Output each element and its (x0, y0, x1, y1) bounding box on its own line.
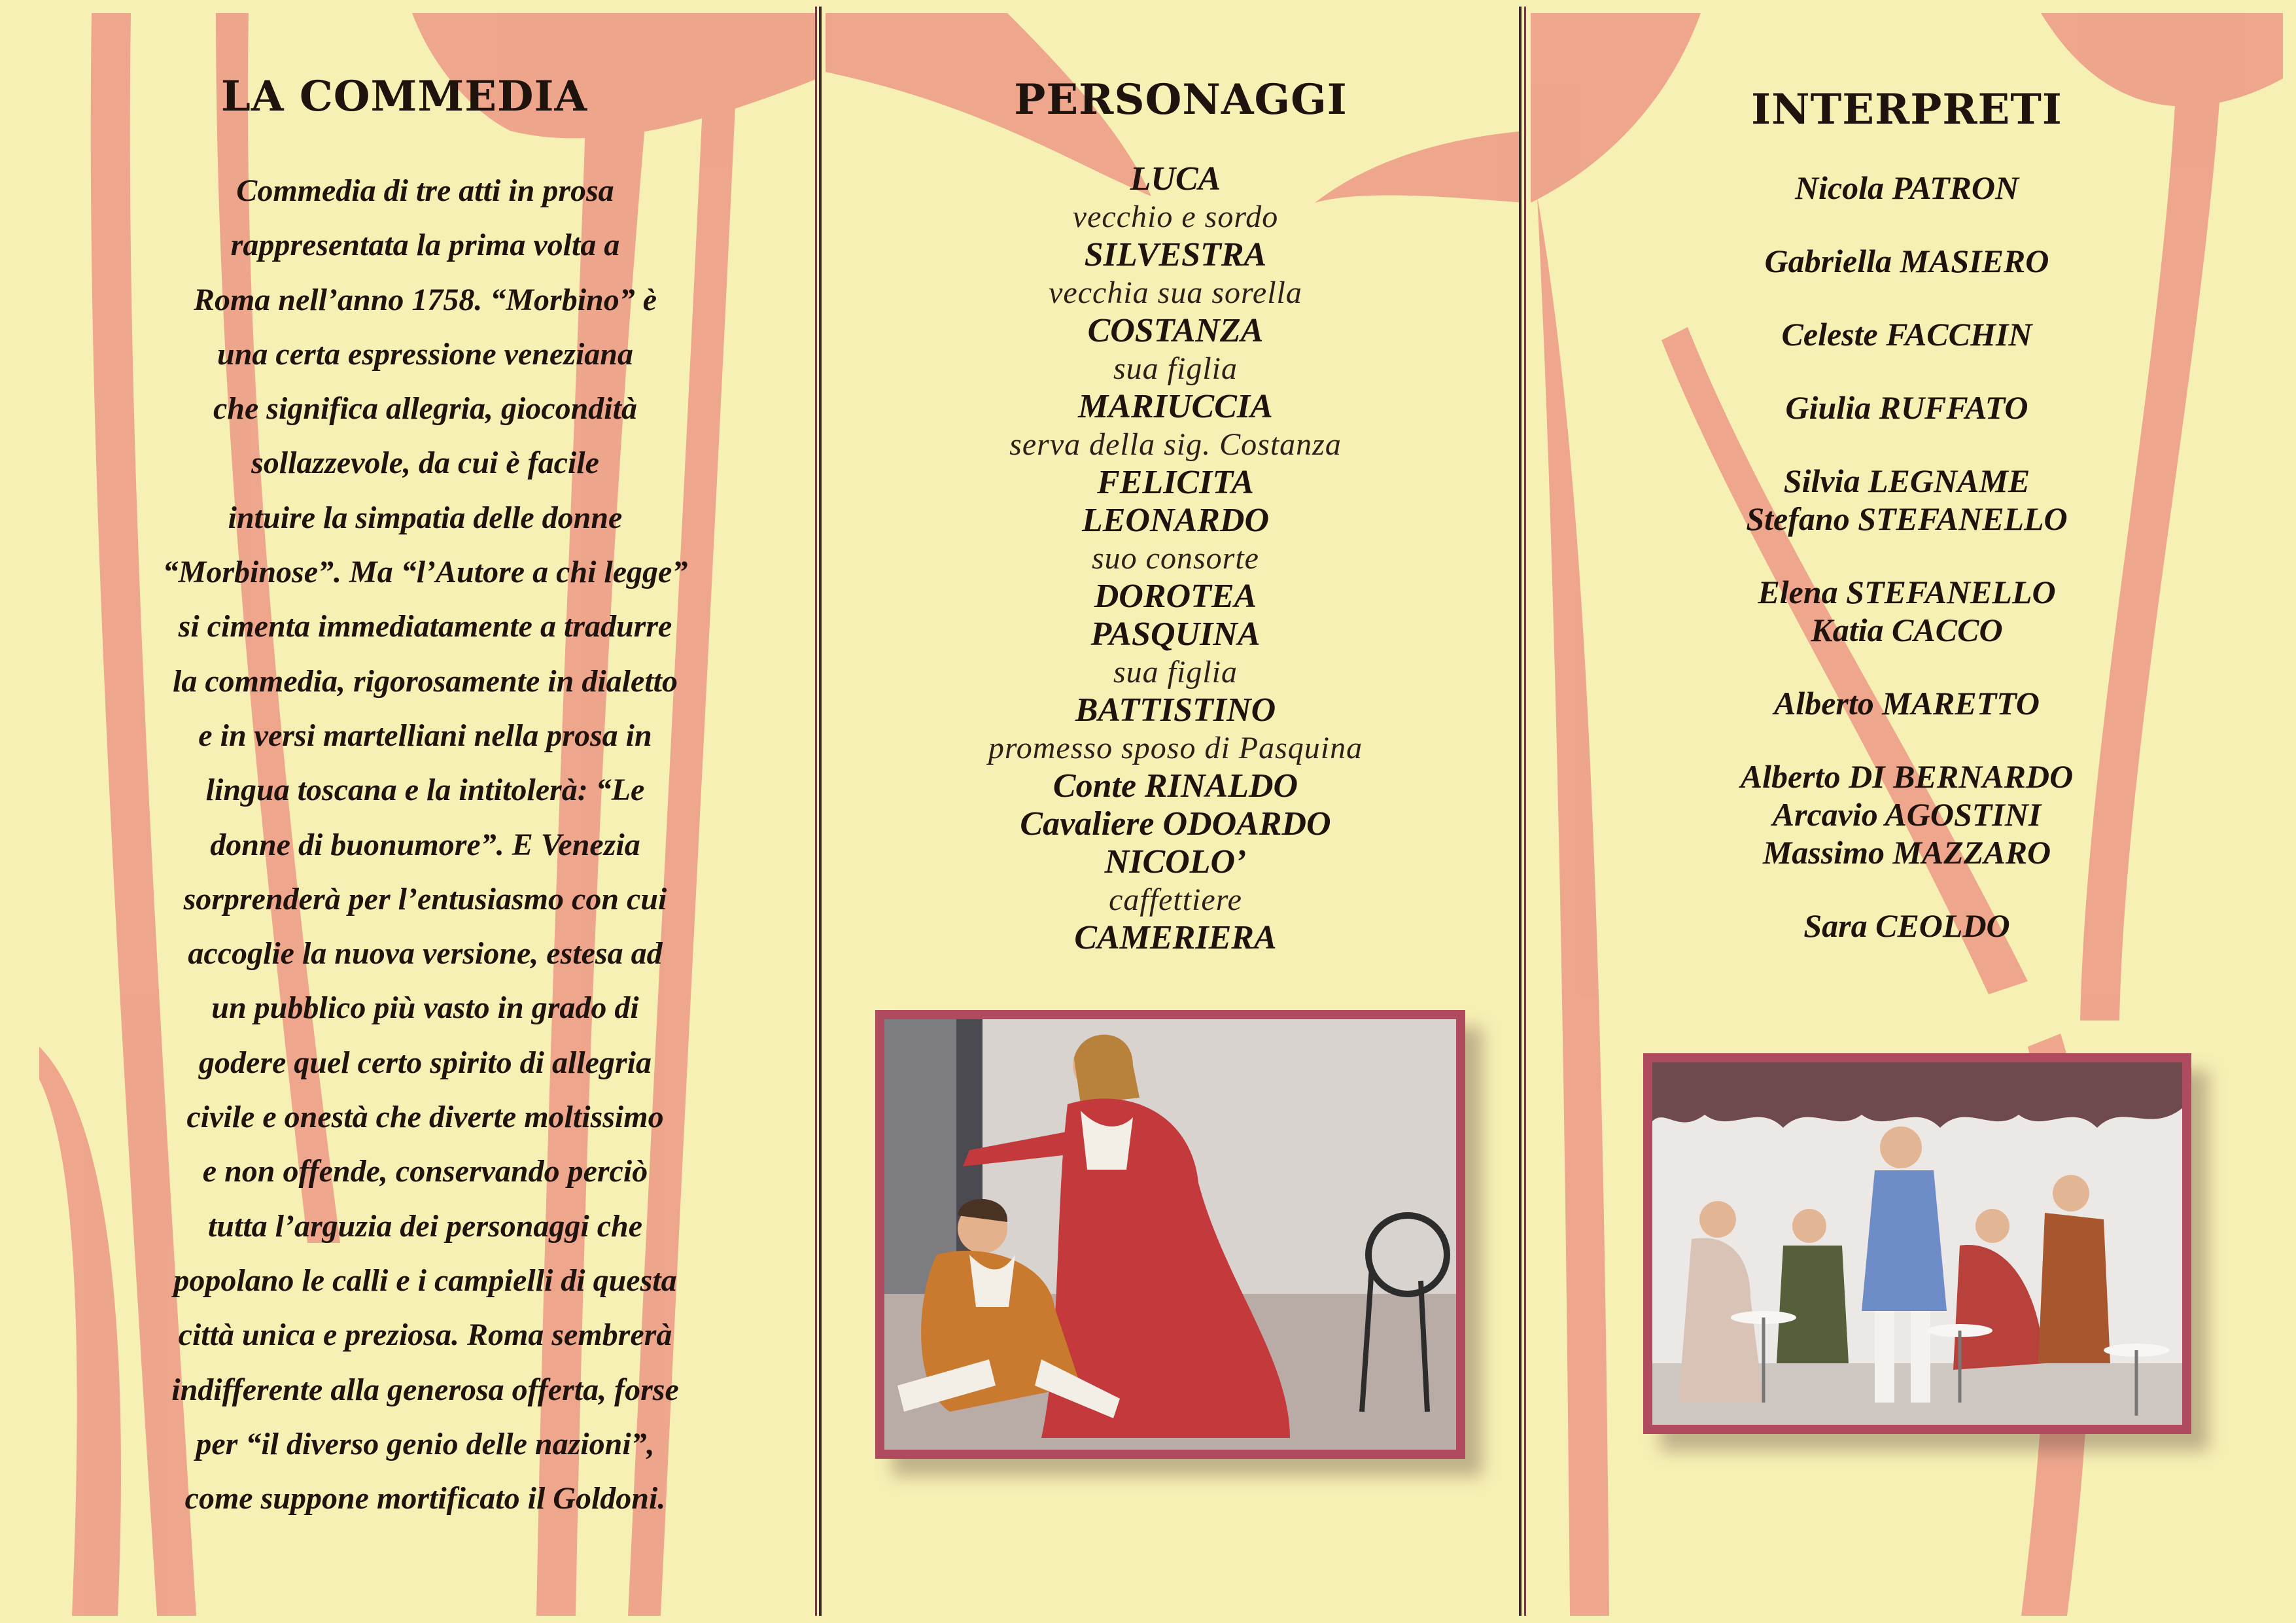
stage-photo-left (875, 1010, 1465, 1459)
actor-name: Celeste FACCHIN (1781, 316, 2032, 353)
commedia-line: e in versi martelliani nella prosa in (198, 718, 652, 753)
actor-name: Giulia RUFFATO (1785, 389, 2028, 426)
character-description: vecchio e sordo (1072, 200, 1279, 234)
commedia-line: che significa allegria, giocondità (213, 391, 637, 427)
actor-group (1531, 169, 2283, 207)
actor-group (1531, 315, 2283, 353)
actor-name: Arcavio AGOSTINI (1772, 796, 2042, 833)
commedia-line: donne di buonumore”. E Venezia (210, 827, 640, 862)
character-name: NICOLO’ (1104, 843, 1247, 881)
character-list (826, 160, 1525, 957)
actor-group (1531, 242, 2283, 280)
character-description: promesso sposo di Pasquina (988, 731, 1363, 765)
actor-name: Stefano STEFANELLO (1746, 500, 2068, 537)
character-description: sua figlia (1113, 655, 1238, 689)
character-name: PASQUINA (1090, 616, 1261, 653)
actor-name: Massimo MAZZARO (1762, 834, 2051, 871)
character-name: COSTANZA (1087, 312, 1264, 349)
commedia-title: LA COMMEDIA (220, 72, 588, 121)
character-name: BATTISTINO (1075, 691, 1276, 729)
actor-name: Alberto MARETTO (1773, 685, 2040, 722)
actor-list (1531, 169, 2283, 980)
commedia-line: popolano le calli e i campielli di questa (173, 1263, 677, 1298)
commedia-line: intuire la simpatia delle donne (228, 500, 623, 535)
character-name: CAMERIERA (1074, 919, 1277, 956)
actor-name: Gabriella MASIERO (1764, 243, 2049, 279)
character-description: sua figlia (1113, 351, 1238, 386)
actor-group (1531, 573, 2283, 649)
character-description: caffettiere (1109, 882, 1242, 917)
commedia-line: civile e onestà che diverte moltissimo (186, 1100, 664, 1135)
commedia-line: una certa espressione veneziana (217, 336, 633, 372)
actor-name: Sara CEOLDO (1803, 907, 2010, 944)
commedia-line: rappresentata la prima volta a (230, 228, 620, 263)
interpreti-title: INTERPRETI (1751, 85, 2062, 134)
actor-group (1531, 462, 2283, 538)
character-name: FELICITA (1097, 464, 1254, 501)
character-name: Cavaliere ODOARDO (1020, 805, 1331, 843)
character-name: DOROTEA (1094, 578, 1257, 615)
commedia-line: lingua toscana e la intitolerà: “Le (205, 773, 645, 808)
commedia-line: Commedia di tre atti in prosa (236, 173, 614, 208)
panel-interpreti (1531, 0, 2283, 1623)
commedia-line: per “il diverso genio delle nazioni”, (196, 1426, 655, 1461)
character-name: SILVESTRA (1084, 236, 1267, 273)
commedia-line: si cimenta immediatamente a tradurre (178, 609, 672, 644)
commedia-line: come suppone mortificato il Goldoni. (184, 1481, 666, 1516)
commedia-line: tutta l’arguzia dei personaggi che (207, 1208, 643, 1244)
actor-name: Katia CACCO (1811, 612, 2003, 648)
personaggi-title: PERSONAGGI (1014, 75, 1348, 124)
commedia-line: e non offende, conservando perciò (202, 1154, 648, 1189)
commedia-line: un pubblico più vasto in grado di (211, 990, 639, 1026)
panel-commedia (26, 0, 824, 1623)
commedia-line: sollazzevole, da cui è facile (251, 445, 599, 481)
actor-name: Elena STEFANELLO (1758, 574, 2056, 610)
commedia-line: città unica e preziosa. Roma sembrerà (178, 1318, 672, 1353)
panel-personaggi (826, 0, 1525, 1623)
character-description: suo consorte (1092, 541, 1259, 576)
character-description: vecchia sua sorella (1049, 275, 1302, 310)
commedia-line: Roma nell’anno 1758. “Morbino” è (193, 282, 657, 317)
character-name: Conte RINALDO (1052, 767, 1298, 805)
commedia-line: sorprenderà per l’entusiasmo con cui (183, 881, 667, 916)
actor-group (1531, 907, 2283, 945)
actor-name: Alberto DI BERNARDO (1740, 758, 2074, 795)
commedia-line: accoglie la nuova versione, estesa ad (188, 936, 663, 971)
commedia-line: la commedia, rigorosamente in dialetto (173, 663, 678, 699)
actor-name: Silvia LEGNAME (1783, 462, 2030, 499)
character-name: LEONARDO (1081, 502, 1270, 539)
stage-photo-right (1643, 1053, 2191, 1434)
commedia-line: indifferente alla generosa offerta, forse (171, 1372, 679, 1407)
actor-name: Nicola PATRON (1794, 169, 2019, 206)
actor-group (1531, 389, 2283, 427)
commedia-text (85, 164, 765, 1526)
character-description: serva della sig. Costanza (1009, 427, 1342, 462)
commedia-line: godere quel certo spirito di allegria (199, 1045, 652, 1080)
character-name: MARIUCCIA (1078, 388, 1273, 425)
actor-group (1531, 684, 2283, 722)
character-name: LUCA (1130, 160, 1221, 198)
commedia-line: “Morbinose”. Ma “l’Autore a chi legge” (162, 555, 688, 590)
actor-group (1531, 758, 2283, 871)
